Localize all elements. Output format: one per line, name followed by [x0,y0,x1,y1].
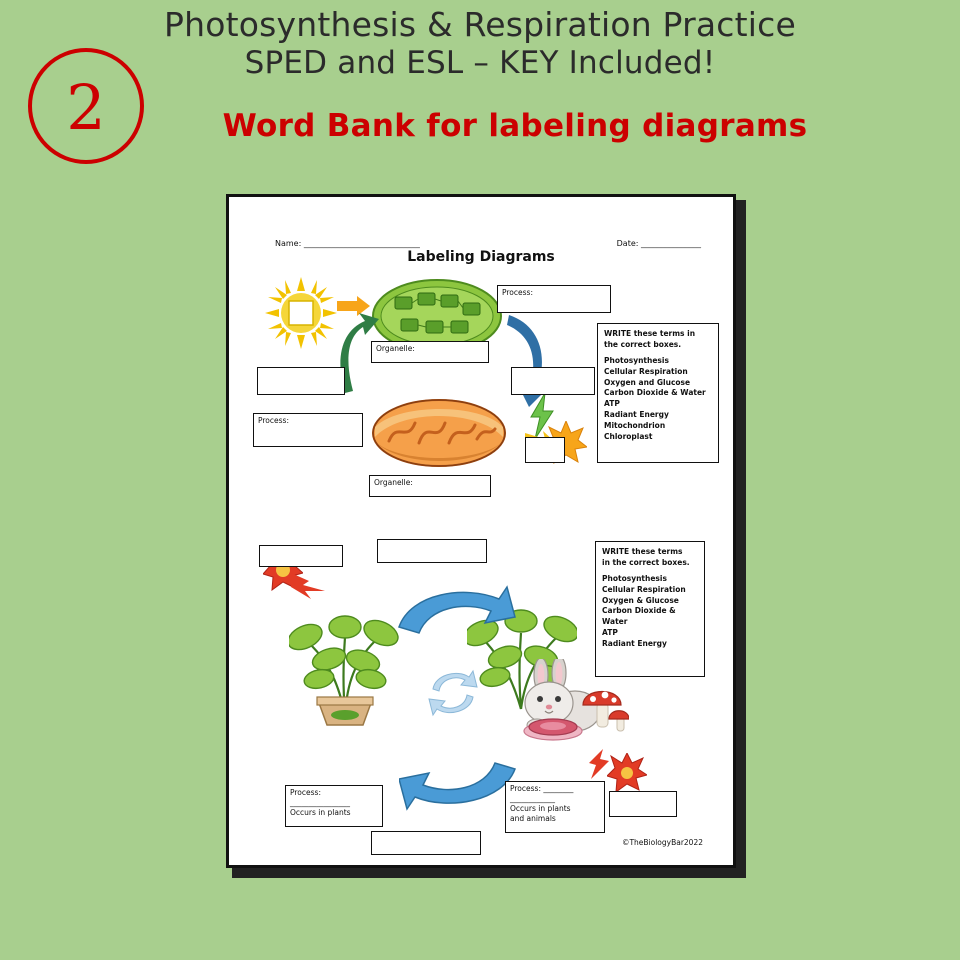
mitochondrion-illustration [371,397,507,469]
word-bank-2-term: Carbon Dioxide & [602,606,676,616]
word-bank-1-term: Carbon Dioxide & Water [604,388,706,398]
process-box-d2-left-line1: Process: [290,788,321,797]
header-title-line1: Photosynthesis & Respiration Practice [164,5,796,44]
atp-burst-red-icon [607,753,647,793]
process-box-d2-left-line2: ________________ [290,798,350,808]
process-box-d2-right-line4: and animals [510,814,556,824]
process-box-d2-right[interactable] [505,781,605,833]
word-bank-2-term: Radiant Energy [602,639,667,648]
header [0,0,960,82]
cycle-arrow-bottom-blue-icon [399,757,519,813]
potted-plant-illustration [289,575,401,727]
word-bank-2-term: Water [602,617,628,627]
organelle-box-chloroplast[interactable]: Organelle: [371,341,489,363]
name-field-label: Name: _____________________________ [275,239,420,248]
word-bank-1-instruction-line1: WRITE these terms in [604,329,696,338]
recycle-arrows-icon [427,669,479,717]
copyright-text: ©TheBiologyBar2022 [621,838,703,847]
process-box-d2-right-line3: Occurs in plants [510,804,571,814]
word-bank-1-term: Oxygen and Glucose [604,377,691,387]
process-box-d2-left-line3: Occurs in plants [290,808,351,818]
word-bank-diagram1 [597,323,719,463]
food-illustration [523,715,583,741]
process-box-d2-right-line2: ____________ [510,794,555,804]
worksheet-page [226,194,736,868]
word-bank-1-term: Chloroplast [604,431,653,441]
word-bank-1-instruction-line2: the correct boxes. [604,339,682,349]
word-bank-1-term: ATP [604,399,620,409]
sun-icon [265,277,337,349]
header-title-line2: SPED and ESL – KEY Included! [244,44,716,81]
header-subtitle: Word Bank for labeling diagrams [222,108,808,144]
lightning-red-bottom-icon [585,749,613,779]
word-bank-1-term: Photosynthesis [604,355,669,365]
word-bank-1-term: Cellular Respiration [604,366,688,376]
process-box-d2-right-line1: Process: ________ [510,784,574,793]
word-bank-1-term: Mitochondrion [604,421,666,430]
answer-box-left-upper[interactable] [257,367,345,395]
word-bank-diagram2 [595,541,705,677]
mushrooms-illustration [581,675,629,733]
worksheet-title: Labeling Diagrams [407,249,555,265]
word-bank-2-term: Cellular Respiration [602,584,686,594]
cycle-arrow-top-blue-icon [395,583,517,643]
word-bank-2-term: Oxygen & Glucose [602,595,679,605]
answer-box-d2-right[interactable] [609,791,677,817]
step-number-badge: 2 [28,48,144,164]
answer-box-d2-topleft[interactable] [259,545,343,567]
answer-box-d2-bottom[interactable] [371,831,481,855]
process-box-left[interactable]: Process: [253,413,363,447]
answer-box-atp[interactable] [525,437,565,463]
process-box-d2-left[interactable] [285,785,383,827]
answer-box-d2-topcenter[interactable] [377,539,487,563]
word-bank-2-instruction-line2: in the correct boxes. [602,557,690,567]
word-bank-2-term: ATP [602,628,618,638]
answer-box-right-upper[interactable] [511,367,595,395]
process-box-top[interactable]: Process: [497,285,611,313]
organelle-box-mitochondrion[interactable]: Organelle: [369,475,491,497]
word-bank-2-term: Photosynthesis [602,573,667,583]
word-bank-1-term: Radiant Energy [604,410,669,420]
date-field-label: Date: _______________ [616,239,701,248]
word-bank-2-instruction-line1: WRITE these terms [602,547,683,556]
